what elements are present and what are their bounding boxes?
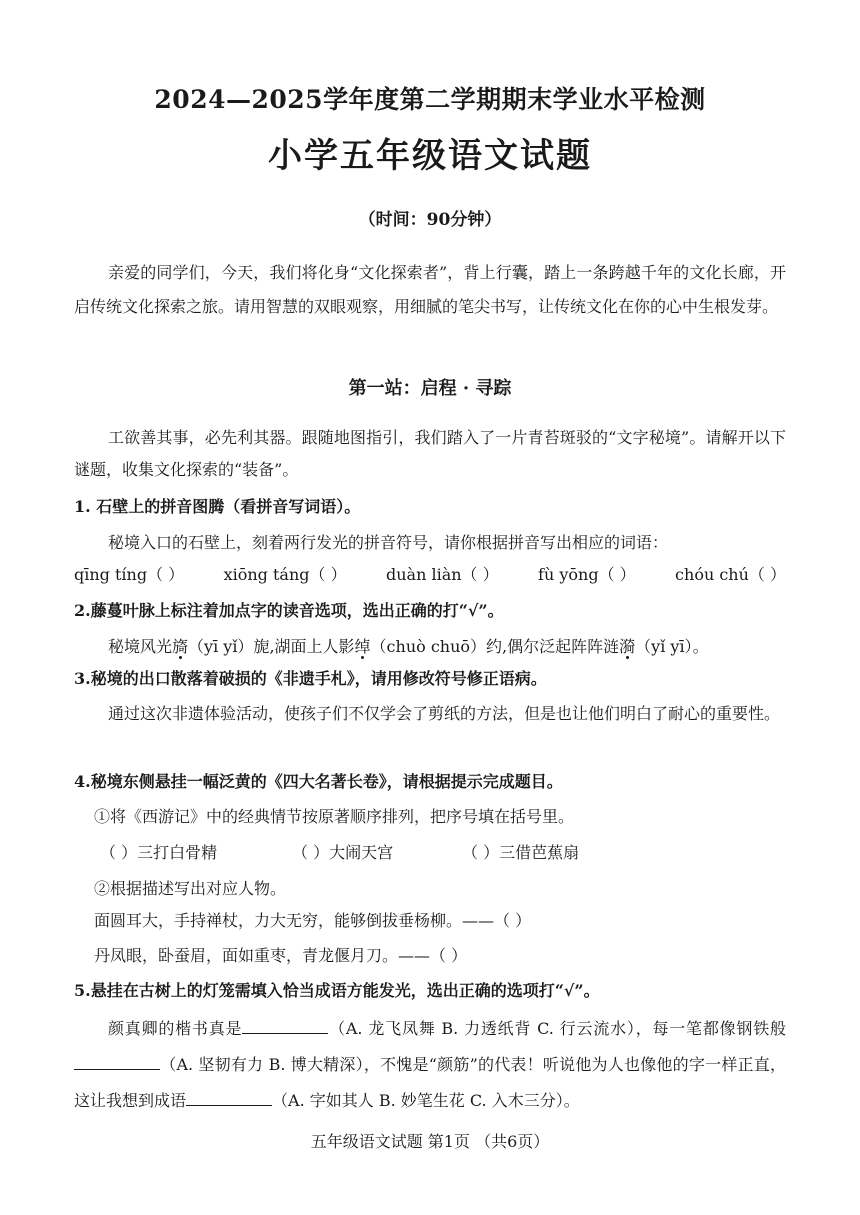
sentence-part: 秘境风光 (108, 637, 173, 656)
pinyin-item[interactable]: qīng tíng（ ） (74, 565, 185, 584)
question-3-sentence[interactable]: 通过这次非遗体验活动，使孩子们不仅学会了剪纸的方法，但是也让他们明白了耐心的重要性。 (108, 704, 781, 723)
reading-options[interactable]: （yǐ yī） (635, 637, 693, 656)
sentence-part: （A. 字如其人 B. 妙笔生花 C. 入木三分）。 (272, 1091, 580, 1110)
answer-blank[interactable] (242, 1019, 328, 1034)
question-1-text: 秘境入口的石壁上，刻着两行发光的拼音符号，请你根据拼音写出相应的词语： (108, 533, 669, 552)
dotted-char: 旖 (172, 637, 189, 656)
page-footer: 五年级语文试题 第1页 （共6页） (310, 1132, 550, 1151)
question-4-sub2: ②根据描述写出对应人物。 (94, 879, 287, 898)
exam-time: （时间：90分钟） (358, 210, 502, 230)
dotted-char: 绰 (354, 637, 371, 656)
sentence-part: 。 (692, 637, 709, 656)
question-4-title: 4.秘境东侧悬挂一幅泛黄的《四大名著长卷》，请根据提示完成题目。 (74, 772, 563, 791)
sentence-part: （A. 龙飞凤舞 B. 力透纸背 C. 行云流水），每一笔都像钢铁般 (328, 1019, 786, 1038)
character-description[interactable]: 丹凤眼，卧蚕眉，面如重枣，青龙偃月刀。——（ ） (94, 946, 468, 965)
pinyin-item[interactable]: xiōng táng（ ） (223, 565, 347, 584)
question-5-paragraph (74, 1011, 786, 1119)
dotted-char: 漪 (619, 637, 636, 656)
question-2-sentence (108, 634, 709, 657)
pinyin-item[interactable]: duàn liàn（ ） (385, 565, 499, 584)
sentence-part: 旎,湖面上人影 (253, 637, 355, 656)
pinyin-row (74, 562, 786, 585)
pinyin-item[interactable]: fù yōng（ ） (538, 565, 636, 584)
sentence-part: 约,偶尔泛起阵阵涟 (486, 637, 620, 656)
station-intro: 工欲善其事，必先利其器。跟随地图指引，我们踏入了一片青苔斑驳的“文字秘境”。请解开以下谜题，收集文化探索的“装备”。 (74, 428, 786, 479)
exam-title: 2024—2025学年度第二学期期末学业水平检测 (154, 85, 706, 114)
sentence-part: 颜真卿的楷书真是 (108, 1019, 243, 1038)
plot-item[interactable]: （ ）三借芭蕉扇 (462, 843, 580, 862)
sentence-part: （A. 坚韧有力 B. 博大精深），不愧是“颜筋”的代表！听说他为人也像他的字一样正直，这让我想到成语 (74, 1055, 786, 1110)
reading-options[interactable]: （yī yǐ） (188, 637, 254, 656)
subject-title: 小学五年级语文试题 (268, 136, 592, 176)
answer-blank[interactable] (74, 1055, 160, 1070)
question-5-title: 5.悬挂在古树上的灯笼需填入恰当成语方能发光，选出正确的选项打“√”。 (74, 981, 600, 1000)
answer-blank[interactable] (186, 1091, 272, 1106)
question-4-sub1: ①将《西游记》中的经典情节按原著顺序排列，把序号填在括号里。 (94, 807, 575, 826)
intro-paragraph: 亲爱的同学们，今天，我们将化身“文化探索者”，背上行囊，踏上一条跨越千年的文化长廊，开启传统文化探索之旅。请用智慧的双眼观察，用细腻的笔尖书写，让传统文化在你的心中生根发芽。 (74, 263, 786, 316)
character-description[interactable]: 面圆耳大，手持禅杖，力大无穷，能够倒拔垂杨柳。——（ ） (94, 911, 532, 930)
question-2-title: 2.藤蔓叶脉上标注着加点字的读音选项，选出正确的打“√”。 (74, 601, 504, 620)
question-3-title: 3.秘境的出口散落着破损的《非遗手札》，请用修改符号修正语病。 (74, 669, 547, 688)
plot-item[interactable]: （ ）大闹天宫 (292, 843, 394, 862)
pinyin-item[interactable]: chóu chú（ ） (675, 565, 786, 584)
station-title: 第一站：启程 · 寻踪 (348, 378, 512, 399)
question-1-title: 1. 石壁上的拼音图腾（看拼音写词语）。 (74, 497, 361, 516)
reading-options[interactable]: （chuò chuō） (370, 637, 487, 656)
plot-item[interactable]: （ ）三打白骨精 (100, 843, 218, 862)
